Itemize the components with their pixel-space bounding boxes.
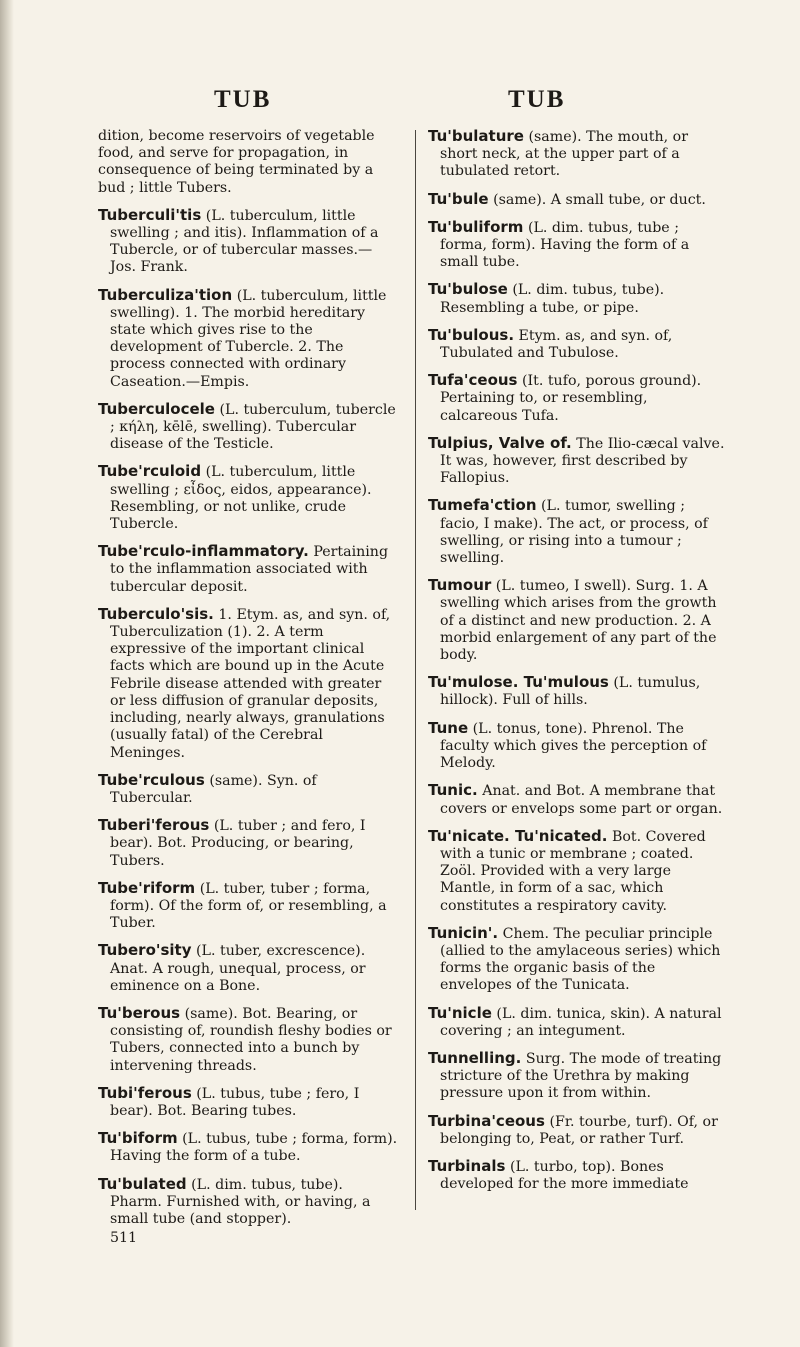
dictionary-entry xyxy=(98,287,398,391)
entry-definition: Pertaining to the inflammation associated with tubercular deposit. xyxy=(110,544,389,595)
entry-headword: Tune xyxy=(428,718,469,737)
entry-headword: Tube'rculo-inflammatory. xyxy=(98,542,309,561)
entry-definition: (same). The mouth, or short neck, at the upper part of a tubulated retort. xyxy=(440,129,688,180)
running-head xyxy=(0,86,800,112)
entry-definition: (L. dim. tubus, tube). Pharm. Furnished with, or having, a small tube (and stopper). xyxy=(110,1176,371,1227)
dictionary-entry xyxy=(428,327,728,362)
entry-definition: (L. tumulus, hillock). Full of hills. xyxy=(440,675,701,709)
entry-definition: (L. tonus, tone). Phrenol. The faculty which gives the perception of Melody. xyxy=(440,720,707,772)
dictionary-entry xyxy=(98,1005,398,1075)
entry-headword: Tube'rculous xyxy=(98,770,205,789)
entry-headword: Turbinals xyxy=(428,1156,506,1175)
dictionary-entry xyxy=(98,880,398,933)
entry-definition: (Fr. tourbe, turf). Of, or belonging to, Peat, or rather Turf. xyxy=(440,1113,718,1147)
dictionary-entry xyxy=(428,435,728,488)
running-head-left: TUB xyxy=(214,86,272,113)
entry-definition: (L. tubus, tube ; forma, form). Having the form of a tube. xyxy=(110,1131,398,1165)
dictionary-entry xyxy=(428,782,728,817)
entry-definition: (L. tuberculum, little swelling). 1. The morbid hereditary state which gives rise to the development of Tubercle. 2. The process connected with ordinary Caseation.—Empis. xyxy=(110,287,387,390)
entry-headword: Tumour xyxy=(428,576,492,595)
dictionary-entry xyxy=(428,219,728,272)
entry-headword: Tunnelling. xyxy=(428,1048,522,1067)
entry-definition: (L. tubus, tube ; fero, I bear). Bot. Bearing tubes. xyxy=(110,1085,360,1119)
running-head-right: TUB xyxy=(508,86,566,113)
entry-definition: (L. dim. tubus, tube). Resembling a tube, or pipe. xyxy=(440,282,665,316)
entry-definition: dition, become reservoirs of vegetable food, and serve for propagation, in consequence of being terminated by a bud ; little Tubers. xyxy=(98,128,375,196)
entry-headword: Tumefa'ction xyxy=(428,496,537,515)
entry-definition: (L. dim. tubus, tube ; forma, form). Having the form of a small tube. xyxy=(440,219,690,271)
entry-headword: Tu'biform xyxy=(98,1129,178,1148)
entry-definition: The Ilio-cæcal valve. It was, however, first described by Fallopius. xyxy=(440,435,725,487)
dictionary-entry xyxy=(98,128,398,197)
entry-definition: (L. tuber ; and fero, I bear). Bot. Producing, or bearing, Tubers. xyxy=(110,818,366,869)
entry-definition: Chem. The peculiar principle (allied to the amylaceous series) which forms the organic basis of the envelopes of the Tunicata. xyxy=(440,925,721,994)
entry-headword: Tube'riform xyxy=(98,878,196,897)
dictionary-entry xyxy=(98,207,398,277)
entry-headword: Tuberi'ferous xyxy=(98,816,210,835)
entry-headword: Tu'bule xyxy=(428,189,489,208)
dictionary-entry xyxy=(428,1050,728,1103)
dictionary-entry xyxy=(98,401,398,454)
entry-definition: (It. tufo, porous ground). Pertaining to, or resembling, calcareous Tufa. xyxy=(440,373,702,424)
entry-headword: Tu'nicle xyxy=(428,1003,492,1022)
dictionary-entry xyxy=(428,720,728,773)
dictionary-entry xyxy=(428,372,728,425)
entry-headword: Tu'mulose. Tu'mulous xyxy=(428,673,609,692)
right-column xyxy=(428,128,728,1203)
entry-headword: Tunicin'. xyxy=(428,923,499,942)
entry-headword: Tuberculiza'tion xyxy=(98,285,233,304)
entry-headword: Tufa'ceous xyxy=(428,371,518,390)
dictionary-entry xyxy=(98,606,398,762)
left-column xyxy=(98,128,398,1247)
entry-headword: Tunic. xyxy=(428,781,478,800)
entry-headword: Tu'berous xyxy=(98,1003,181,1022)
dictionary-entry xyxy=(428,191,728,209)
dictionary-entry xyxy=(98,772,398,807)
dictionary-entry xyxy=(428,497,728,567)
entry-definition: 1. Etym. as, and syn. of, Tuberculization (1). 2. A term expressive of the important clinical facts which are bound up in the Acute Febrile disease attended with greater or less diffusion of granular deposits, including, nearly always, granulations (usually fatal) of the Cerebral Meninges. xyxy=(110,606,391,761)
entry-definition: (same). A small tube, or duct. xyxy=(493,191,706,208)
page-number: 511 xyxy=(110,1230,138,1247)
entry-definition: (L. tuberculum, little swelling ; εἶδος, eidos, appearance). Resembling, or not unlike, crude Tubercle. xyxy=(110,464,372,533)
dictionary-entry xyxy=(428,828,728,915)
dictionary-entry xyxy=(428,1005,728,1040)
entry-definition: Surg. The mode of treating stricture of the Urethra by making pressure upon it from within. xyxy=(440,1050,722,1102)
entry-headword: Tulpius, Valve of. xyxy=(428,433,572,452)
entry-headword: Turbina'ceous xyxy=(428,1111,545,1130)
column-divider xyxy=(415,130,416,1210)
dictionary-entry xyxy=(428,128,728,181)
entry-headword: Tu'bulature xyxy=(428,127,524,145)
entry-headword: Tuberculocele xyxy=(98,399,215,418)
entry-headword: Tubi'ferous xyxy=(98,1083,192,1102)
entry-definition: (same). Bot. Bearing, or consisting of, roundish fleshy bodies or Tubers, connected into a bunch by intervening threads. xyxy=(110,1005,392,1074)
entry-definition: (same). Syn. of Tubercular. xyxy=(110,772,317,806)
dictionary-entry xyxy=(428,1158,728,1193)
entry-headword: Tuberculi'tis xyxy=(98,205,202,224)
entry-definition: (L. tuberculum, tubercle ; κήλη, kēlē, swelling). Tubercular disease of the Testicle. xyxy=(110,401,396,453)
entry-definition: (L. tuberculum, little swelling ; and itis). Inflammation of a Tubercle, or of tubercular masses.— Jos. Frank. xyxy=(110,207,379,276)
book-spine-shadow xyxy=(0,0,14,1347)
dictionary-entry xyxy=(428,281,728,316)
dictionary-entry xyxy=(98,463,398,533)
entry-headword: Tu'bulated xyxy=(98,1174,187,1193)
entry-definition: (L. tuber, tuber ; forma, form). Of the form of, or resembling, a Tuber. xyxy=(110,880,387,932)
dictionary-entry xyxy=(98,1085,398,1120)
dictionary-entry xyxy=(428,577,728,664)
dictionary-entry xyxy=(428,925,728,995)
entry-headword: Tu'bulous. xyxy=(428,325,515,344)
entry-headword: Tube'rculoid xyxy=(98,462,202,481)
dictionary-entry xyxy=(98,1130,398,1165)
entry-headword: Tuberculo'sis. xyxy=(98,604,214,623)
entry-definition: (L. tumor, swelling ; facio, I make). The act, or process, of swelling, or rising into a tumour ; swelling. xyxy=(440,498,708,567)
dictionary-entry xyxy=(98,543,398,596)
entry-definition: Anat. and Bot. A membrane that covers or envelops some part or organ. xyxy=(440,783,723,817)
dictionary-entry xyxy=(98,942,398,995)
dictionary-entry xyxy=(98,817,398,870)
entry-definition: Etym. as, and syn. of, Tubulated and Tubulose. xyxy=(440,327,673,362)
entry-headword: Tu'bulose xyxy=(428,280,508,299)
dictionary-entry xyxy=(98,1176,398,1229)
entry-definition: (L. dim. tunica, skin). A natural covering ; an integument. xyxy=(440,1005,722,1039)
dictionary-entry xyxy=(428,1113,728,1148)
entry-headword: Tu'buliform xyxy=(428,217,524,236)
entry-definition: (L. tumeo, I swell). Surg. 1. A swelling which arises from the growth of a distinct and new production. 2. A morbid enlargement of any part of the body. xyxy=(440,578,717,664)
entry-headword: Tubero'sity xyxy=(98,941,192,960)
dictionary-entry xyxy=(428,674,728,709)
entry-definition: Bot. Covered with a tunic or membrane ; coated. Zoöl. Provided with a very large Mantle, in form of a sac, which constitutes a respiratory cavity. xyxy=(440,828,706,914)
entry-headword: Tu'nicate. Tu'nicated. xyxy=(428,826,608,845)
entry-definition: (L. tuber, excrescence). Anat. A rough, unequal, process, or eminence on a Bone. xyxy=(110,943,366,994)
entry-definition: (L. turbo, top). Bones developed for the more immediate xyxy=(440,1158,689,1193)
